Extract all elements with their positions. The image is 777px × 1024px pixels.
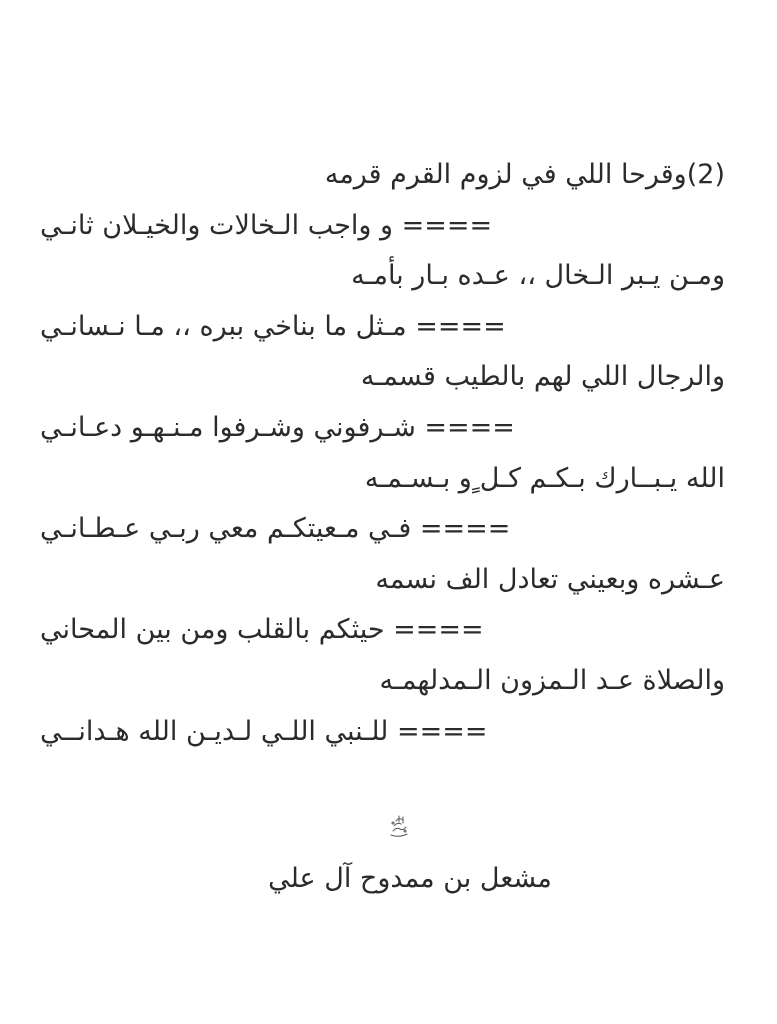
salawat-ligature-icon: [388, 813, 410, 839]
poem-line-1: (2)وقرحا اللي في لزوم القرم قرمه: [324, 159, 725, 190]
poem-line-7: الله يـبــارك بـكـم كـل ٍو بـسـمـه: [364, 462, 725, 494]
poem-line-3: ومـن يـبر الـخال ،، عـده بـار بأمـه: [351, 260, 725, 292]
signature: مشعل بن ممدوح آل علي: [268, 863, 552, 894]
poem: [40, 150, 725, 757]
poem-line-5: والرجال اللي لهم بالطيب قسمـه: [360, 361, 725, 393]
poem-line-11: والصلاة عـد الـمزون الـمدلهمـه: [379, 664, 725, 696]
poem-line-4: ==== مـثل ما بناخي ببره ،، مـا نـسانـي: [40, 310, 506, 342]
poem-line-8: ==== فـي مـعيتكـم معي ربـي عـطـانـي: [40, 513, 511, 545]
poem-line-6: ==== شـرفوني وشـرفوا مـنـهـو دعـانـي: [40, 411, 515, 443]
poem-line-12: ==== للـنبي اللـي لـديـن الله هـدانــي: [40, 715, 488, 747]
poem-line-2: ==== و واجب الـخالات والخيـلان ثانـي: [40, 209, 493, 241]
poem-line-10: ==== حيثكم بالقلب ومن بين المحاني: [40, 614, 484, 646]
poem-line-9: عـشره وبعيني تعادل الف نسمه: [375, 563, 725, 595]
